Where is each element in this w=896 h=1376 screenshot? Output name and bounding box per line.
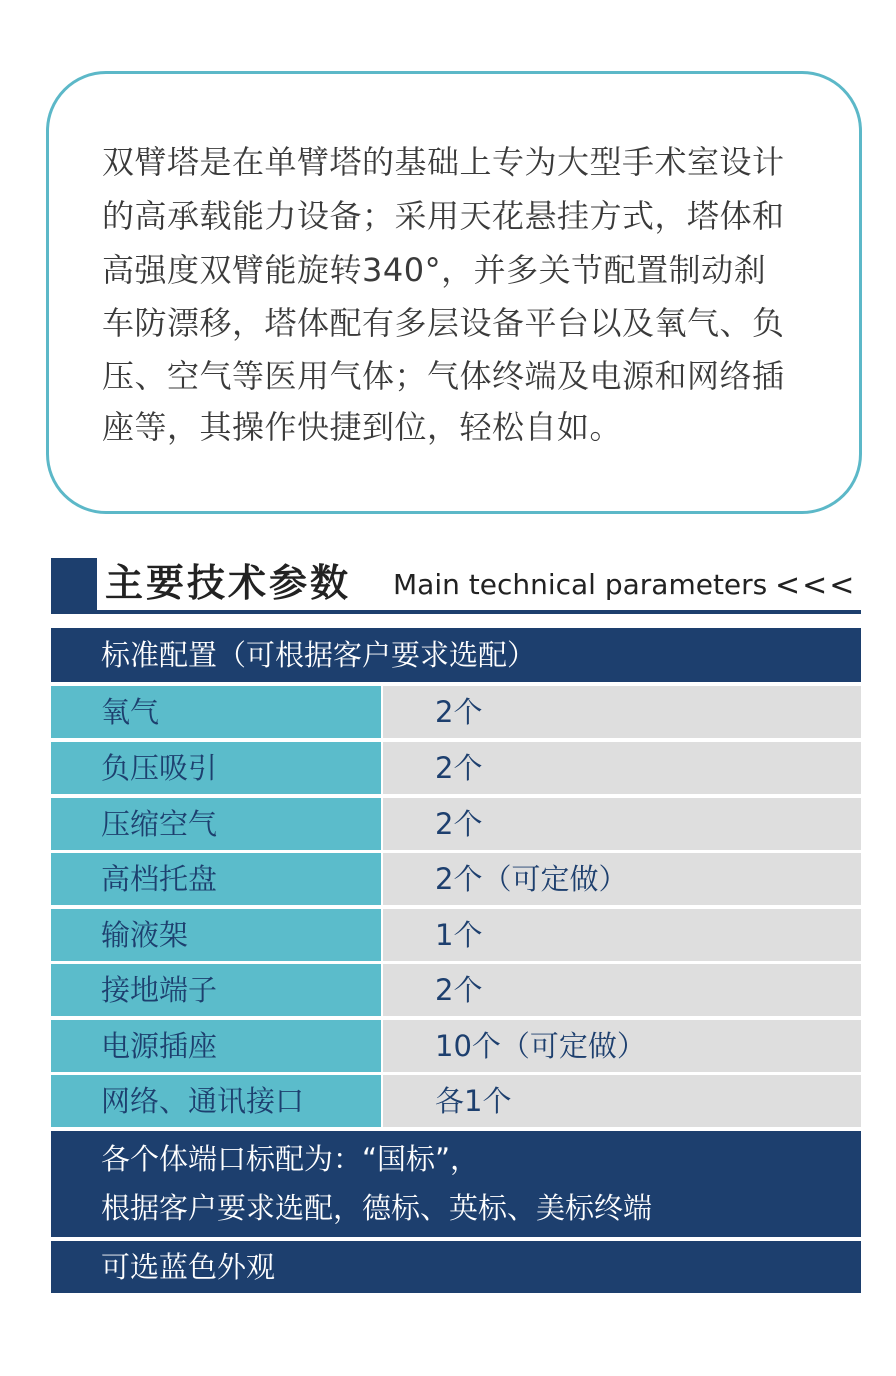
section-arrows: <<< (775, 568, 857, 603)
row-value: 2个 (383, 686, 861, 738)
description-line: 的高承载能力设备；采用天花悬挂方式，塔体和 (102, 197, 785, 235)
table-row (51, 742, 861, 794)
row-name: 负压吸引 (51, 742, 381, 794)
table-row (51, 853, 861, 905)
row-name: 压缩空气 (51, 798, 381, 850)
table-note-line: 各个体端口标配为：“国标”， (101, 1142, 480, 1176)
row-value: 1个 (383, 909, 861, 961)
table-row (51, 1020, 861, 1072)
row-name: 氧气 (51, 686, 381, 738)
row-name: 高档托盘 (51, 853, 381, 905)
description-line: 座等，其操作快捷到位，轻松自如。 (102, 408, 623, 446)
description-box (46, 71, 862, 514)
table-note (51, 1131, 861, 1237)
description-line: 车防漂移，塔体配有多层设备平台以及氧气、负 (102, 304, 785, 342)
description-line: 压、空气等医用气体；气体终端及电源和网络插 (102, 357, 785, 395)
table-row (51, 798, 861, 850)
row-value: 10个（可定做） (383, 1020, 861, 1072)
row-value: 2个 (383, 742, 861, 794)
table-row (51, 909, 861, 961)
table-row (51, 1075, 861, 1127)
row-value: 2个 (383, 798, 861, 850)
row-value: 各1个 (383, 1075, 861, 1127)
section-header (51, 558, 861, 616)
table-header: 标准配置（可根据客户要求选配） (51, 628, 861, 682)
row-name: 输液架 (51, 909, 381, 961)
table-row (51, 686, 861, 738)
section-underline (51, 610, 861, 614)
section-title-en: Main technical parameters (393, 568, 768, 601)
row-value: 2个（可定做） (383, 853, 861, 905)
section-title-cn: 主要技术参数 (105, 561, 352, 605)
section-marker (51, 558, 97, 612)
table-footer: 可选蓝色外观 (51, 1241, 861, 1293)
table-note-line: 根据客户要求选配，德标、英标、美标终端 (101, 1191, 653, 1225)
table-row (51, 964, 861, 1016)
row-name: 电源插座 (51, 1020, 381, 1072)
row-name: 接地端子 (51, 964, 381, 1016)
description-line: 高强度双臂能旋转340°，并多关节配置制动刹 (102, 251, 767, 289)
row-name: 网络、通讯接口 (51, 1075, 381, 1127)
row-value: 2个 (383, 964, 861, 1016)
description-line: 双臂塔是在单臂塔的基础上专为大型手术室设计 (102, 143, 785, 181)
